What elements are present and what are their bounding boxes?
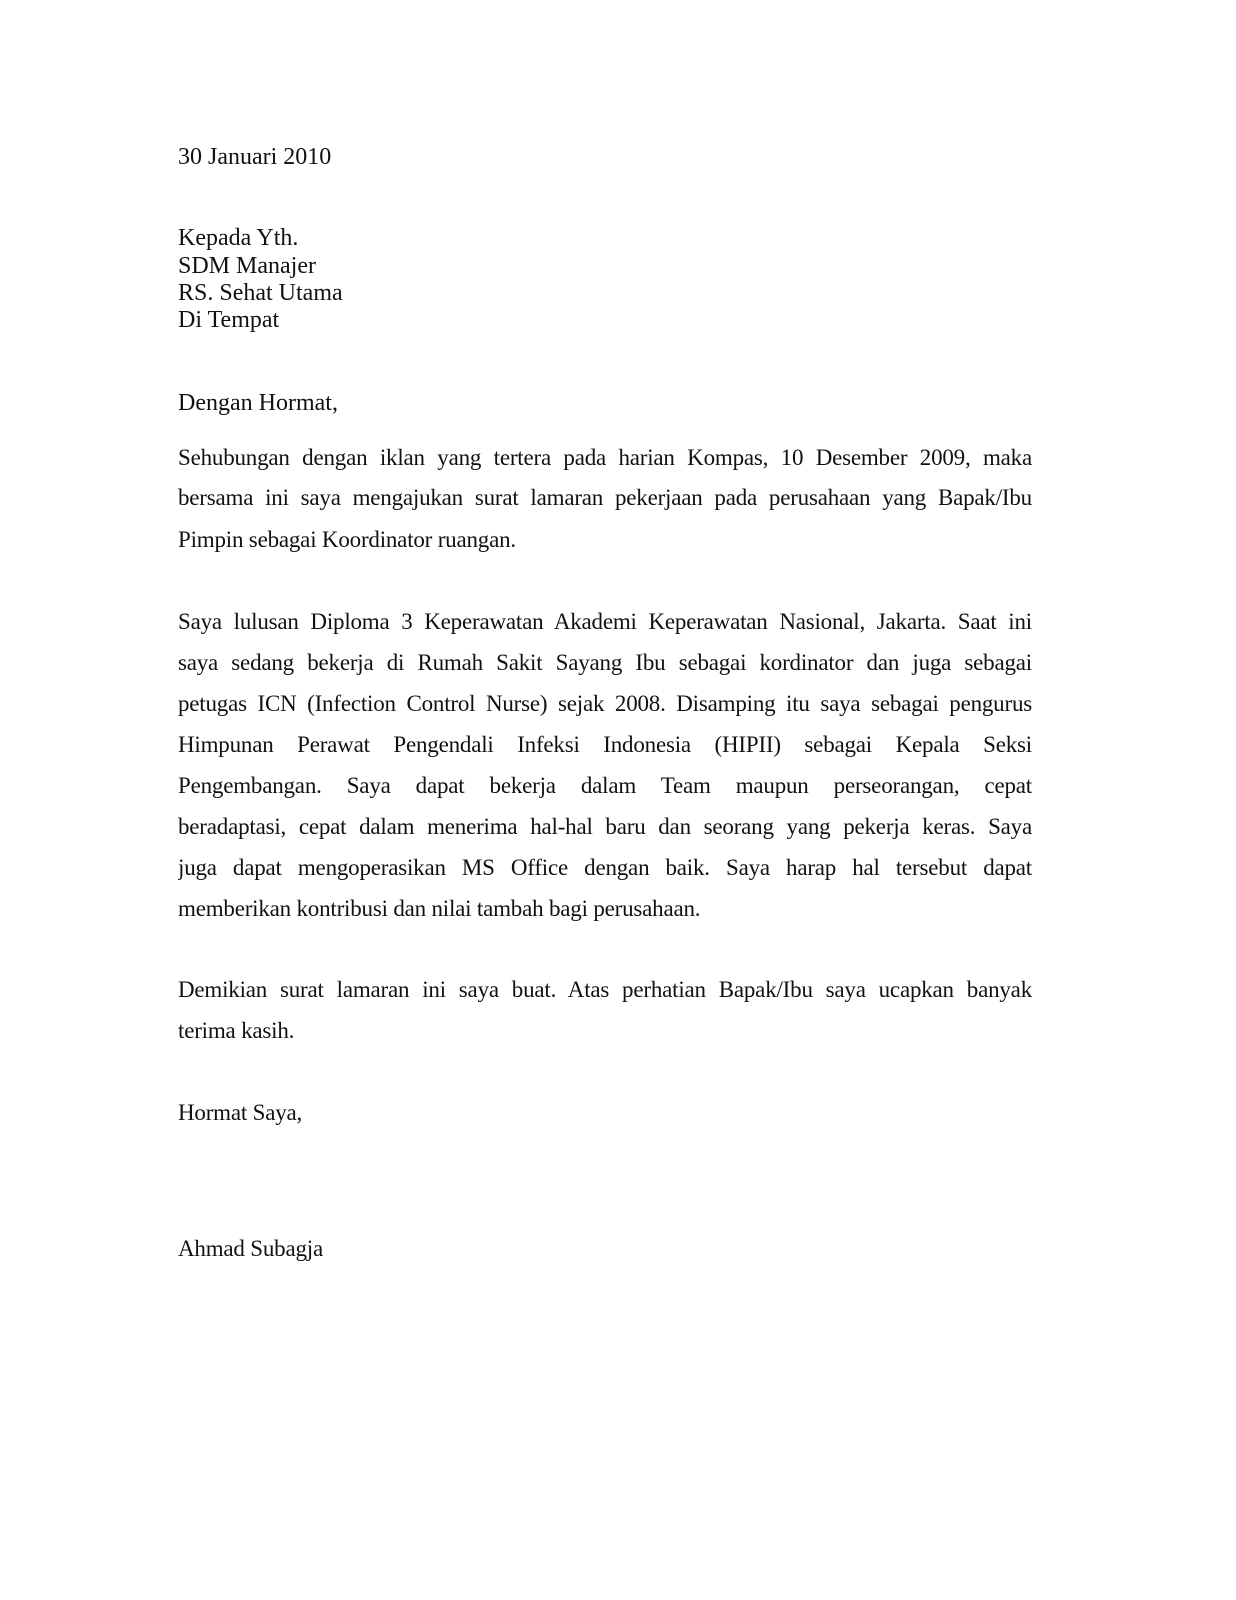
recipient-line: Kepada Yth. <box>178 225 299 251</box>
paragraph-line: Pimpin sebagai Koordinator ruangan. <box>178 527 516 552</box>
paragraph-line: bersama ini saya mengajukan surat lamaran pekerjaan pada perusahaan yang Bapak/Ibu <box>178 485 1032 510</box>
paragraph-line: beradaptasi, cepat dalam menerima hal-hal baru dan seorang yang pekerja keras. Saya <box>178 814 1032 839</box>
paragraph-line: memberikan kontribusi dan nilai tambah bagi perusahaan. <box>178 896 701 921</box>
paragraph-line: Pengembangan. Saya dapat bekerja dalam Team maupun perseorangan, cepat <box>178 773 1032 798</box>
paragraph-line: juga dapat mengoperasikan MS Office dengan baik. Saya harap hal tersebut dapat <box>178 855 1032 880</box>
paragraph-line: petugas ICN (Infection Control Nurse) sejak 2008. Disamping itu saya sebagai pengurus <box>178 691 1032 716</box>
paragraph-line: Saya lulusan Diploma 3 Keperawatan Akademi Keperawatan Nasional, Jakarta. Saat ini <box>178 609 1032 634</box>
paragraph-line: Sehubungan dengan iklan yang tertera pada harian Kompas, 10 Desember 2009, maka <box>178 445 1032 470</box>
letter-date: 30 Januari 2010 <box>178 144 332 170</box>
signature-name: Ahmad Subagja <box>178 1236 323 1261</box>
recipient-line: Di Tempat <box>178 307 280 333</box>
salutation: Dengan Hormat, <box>178 390 338 416</box>
recipient-line: RS. Sehat Utama <box>178 280 343 306</box>
paragraph-line: Himpunan Perawat Pengendali Infeksi Indonesia (HIPII) sebagai Kepala Seksi <box>178 732 1032 757</box>
closing: Hormat Saya, <box>178 1100 303 1125</box>
paragraph-line: Demikian surat lamaran ini saya buat. Atas perhatian Bapak/Ibu saya ucapkan banyak <box>178 977 1032 1002</box>
paragraph-line: saya sedang bekerja di Rumah Sakit Sayang Ibu sebagai kordinator dan juga sebagai <box>178 650 1032 675</box>
paragraph-line: terima kasih. <box>178 1018 295 1043</box>
recipient-line: SDM Manajer <box>178 253 316 279</box>
